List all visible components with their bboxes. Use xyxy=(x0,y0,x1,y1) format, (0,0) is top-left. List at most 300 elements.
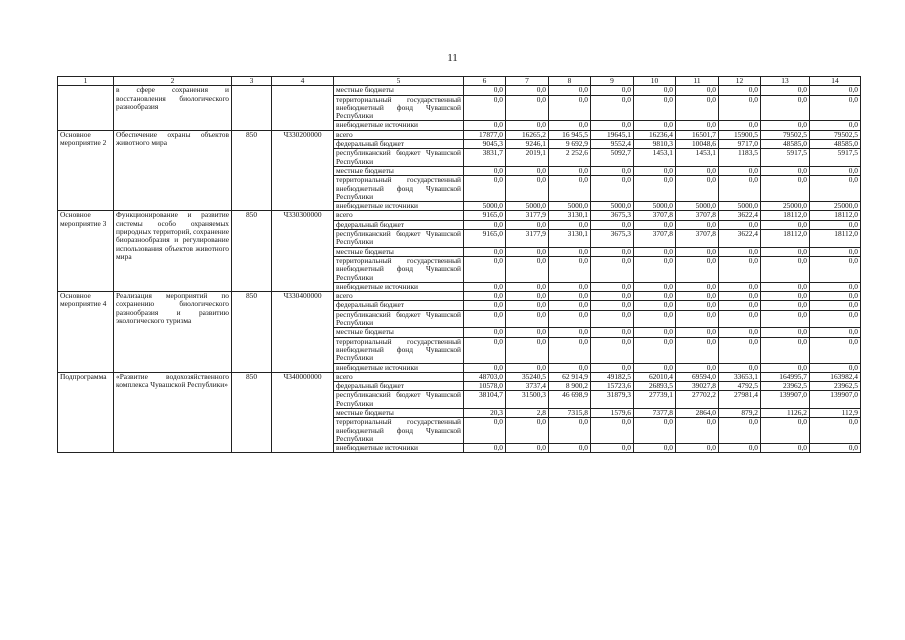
amount-cell: 0,0 xyxy=(634,166,676,175)
amount-cell: 3675,3 xyxy=(591,230,634,248)
amount-cell: 0,0 xyxy=(719,256,761,282)
amount-cell: 0,0 xyxy=(464,310,506,328)
amount-cell: 48585,0 xyxy=(810,140,861,149)
admin-code-cell: 850 xyxy=(232,130,272,211)
amount-cell: 27702,2 xyxy=(676,391,719,409)
amount-cell: 2864,0 xyxy=(676,408,719,417)
amount-cell: 0,0 xyxy=(464,256,506,282)
funding-source-cell: территориальный государственный внебюджетный фонд Чувашской Республики xyxy=(334,176,464,202)
amount-cell: 0,0 xyxy=(506,363,549,372)
amount-cell: 0,0 xyxy=(634,328,676,337)
funding-source-cell: внебюджетные источники xyxy=(334,202,464,211)
amount-cell: 3707,8 xyxy=(634,230,676,248)
amount-cell: 0,0 xyxy=(810,220,861,229)
amount-cell: 0,0 xyxy=(719,328,761,337)
amount-cell: 18112,0 xyxy=(810,211,861,220)
amount-cell: 0,0 xyxy=(676,247,719,256)
amount-cell: 0,0 xyxy=(506,220,549,229)
table-body xyxy=(58,86,861,453)
amount-cell: 0,0 xyxy=(810,176,861,202)
amount-cell: 0,0 xyxy=(506,256,549,282)
amount-cell: 0,0 xyxy=(676,418,719,444)
budget-class-cell xyxy=(272,86,334,130)
amount-cell: 163982,4 xyxy=(810,372,861,381)
amount-cell: 0,0 xyxy=(634,301,676,310)
funding-source-cell: всего xyxy=(334,292,464,301)
amount-cell: 0,0 xyxy=(761,121,810,130)
amount-cell: 0,0 xyxy=(506,310,549,328)
amount-cell: 0,0 xyxy=(761,328,810,337)
amount-cell: 0,0 xyxy=(810,418,861,444)
amount-cell: 0,0 xyxy=(719,310,761,328)
amount-cell: 5000,0 xyxy=(719,202,761,211)
table-row xyxy=(58,372,861,381)
amount-cell: 5917,5 xyxy=(761,149,810,167)
amount-cell: 5000,0 xyxy=(676,202,719,211)
amount-cell: 0,0 xyxy=(761,166,810,175)
amount-cell: 0,0 xyxy=(506,282,549,291)
amount-cell: 0,0 xyxy=(506,247,549,256)
amount-cell: 0,0 xyxy=(761,292,810,301)
amount-cell: 0,0 xyxy=(591,363,634,372)
amount-cell: 15723,6 xyxy=(591,382,634,391)
amount-cell: 0,0 xyxy=(591,166,634,175)
amount-cell: 0,0 xyxy=(719,363,761,372)
amount-cell: 0,0 xyxy=(676,121,719,130)
amount-cell: 46 698,9 xyxy=(549,391,591,409)
amount-cell: 5092,7 xyxy=(591,149,634,167)
amount-cell: 0,0 xyxy=(676,176,719,202)
amount-cell: 0,0 xyxy=(549,444,591,453)
amount-cell: 31500,3 xyxy=(506,391,549,409)
amount-cell: 0,0 xyxy=(591,95,634,121)
amount-cell: 62010,4 xyxy=(634,372,676,381)
amount-cell: 9 692,9 xyxy=(549,140,591,149)
amount-cell: 0,0 xyxy=(634,282,676,291)
header-cell: 13 xyxy=(761,77,810,86)
amount-cell: 3622,4 xyxy=(719,230,761,248)
amount-cell: 0,0 xyxy=(591,337,634,363)
funding-source-cell: местные бюджеты xyxy=(334,166,464,175)
amount-cell: 69594,0 xyxy=(676,372,719,381)
amount-cell: 0,0 xyxy=(591,301,634,310)
amount-cell: 0,0 xyxy=(506,418,549,444)
amount-cell: 0,0 xyxy=(719,282,761,291)
amount-cell: 79502,5 xyxy=(810,130,861,139)
amount-cell: 0,0 xyxy=(676,86,719,95)
amount-cell: 0,0 xyxy=(810,337,861,363)
amount-cell: 0,0 xyxy=(719,95,761,121)
amount-cell: 0,0 xyxy=(634,363,676,372)
amount-cell: 1126,2 xyxy=(761,408,810,417)
amount-cell: 1453,1 xyxy=(676,149,719,167)
amount-cell: 0,0 xyxy=(810,121,861,130)
amount-cell: 9246,1 xyxy=(506,140,549,149)
amount-cell: 9717,0 xyxy=(719,140,761,149)
amount-cell: 0,0 xyxy=(761,220,810,229)
amount-cell: 2 252,6 xyxy=(549,149,591,167)
amount-cell: 0,0 xyxy=(549,95,591,121)
amount-cell: 0,0 xyxy=(634,310,676,328)
header-cell: 9 xyxy=(591,77,634,86)
funding-source-cell: местные бюджеты xyxy=(334,247,464,256)
amount-cell: 48703,0 xyxy=(464,372,506,381)
amount-cell: 0,0 xyxy=(810,310,861,328)
amount-cell: 0,0 xyxy=(761,444,810,453)
amount-cell: 0,0 xyxy=(549,282,591,291)
amount-cell: 16 945,5 xyxy=(549,130,591,139)
budget-class-cell: Ч340000000 xyxy=(272,372,334,453)
amount-cell: 0,0 xyxy=(549,337,591,363)
amount-cell: 8 900,2 xyxy=(549,382,591,391)
amount-cell: 3622,4 xyxy=(719,211,761,220)
amount-cell: 0,0 xyxy=(464,363,506,372)
amount-cell: 0,0 xyxy=(549,301,591,310)
amount-cell: 0,0 xyxy=(761,310,810,328)
amount-cell: 0,0 xyxy=(506,301,549,310)
admin-code-cell xyxy=(232,86,272,130)
amount-cell: 0,0 xyxy=(761,247,810,256)
amount-cell: 5000,0 xyxy=(464,202,506,211)
funding-source-cell: внебюджетные источники xyxy=(334,363,464,372)
amount-cell: 10048,6 xyxy=(676,140,719,149)
header-cell: 2 xyxy=(114,77,232,86)
funding-source-cell: местные бюджеты xyxy=(334,408,464,417)
program-type-cell xyxy=(58,86,114,130)
amount-cell: 5000,0 xyxy=(549,202,591,211)
amount-cell: 0,0 xyxy=(591,220,634,229)
amount-cell: 5000,0 xyxy=(506,202,549,211)
amount-cell: 0,0 xyxy=(464,301,506,310)
amount-cell: 0,0 xyxy=(676,292,719,301)
amount-cell: 0,0 xyxy=(549,310,591,328)
amount-cell: 0,0 xyxy=(676,282,719,291)
amount-cell: 5000,0 xyxy=(591,202,634,211)
amount-cell: 0,0 xyxy=(719,418,761,444)
header-cell: 10 xyxy=(634,77,676,86)
amount-cell: 25000,0 xyxy=(761,202,810,211)
amount-cell: 0,0 xyxy=(549,176,591,202)
amount-cell: 0,0 xyxy=(506,86,549,95)
amount-cell: 20,3 xyxy=(464,408,506,417)
amount-cell: 5917,5 xyxy=(810,149,861,167)
amount-cell: 48585,0 xyxy=(761,140,810,149)
amount-cell: 0,0 xyxy=(506,95,549,121)
funding-source-cell: территориальный государственный внебюджетный фонд Чувашской Республики xyxy=(334,337,464,363)
amount-cell: 0,0 xyxy=(634,95,676,121)
amount-cell: 0,0 xyxy=(761,176,810,202)
funding-source-cell: федеральный бюджет xyxy=(334,382,464,391)
amount-cell: 0,0 xyxy=(761,95,810,121)
program-type-cell: Основное мероприятие 3 xyxy=(58,211,114,292)
amount-cell: 0,0 xyxy=(506,328,549,337)
funding-source-cell: федеральный бюджет xyxy=(334,301,464,310)
amount-cell: 9165,0 xyxy=(464,211,506,220)
admin-code-cell: 850 xyxy=(232,211,272,292)
funding-source-cell: внебюджетные источники xyxy=(334,444,464,453)
amount-cell: 25000,0 xyxy=(810,202,861,211)
amount-cell: 0,0 xyxy=(676,328,719,337)
funding-source-cell: местные бюджеты xyxy=(334,328,464,337)
budget-table xyxy=(57,76,861,453)
header-cell: 14 xyxy=(810,77,861,86)
amount-cell: 16236,4 xyxy=(634,130,676,139)
amount-cell: 0,0 xyxy=(591,292,634,301)
amount-cell: 3675,3 xyxy=(591,211,634,220)
amount-cell: 0,0 xyxy=(591,328,634,337)
funding-source-cell: территориальный государственный внебюджетный фонд Чувашской Республики xyxy=(334,95,464,121)
amount-cell: 0,0 xyxy=(719,301,761,310)
amount-cell: 0,0 xyxy=(591,310,634,328)
amount-cell: 0,0 xyxy=(719,292,761,301)
amount-cell: 0,0 xyxy=(634,418,676,444)
header-cell: 4 xyxy=(272,77,334,86)
amount-cell: 879,2 xyxy=(719,408,761,417)
amount-cell: 0,0 xyxy=(719,247,761,256)
amount-cell: 18112,0 xyxy=(761,230,810,248)
amount-cell: 0,0 xyxy=(464,292,506,301)
program-name-cell: Реализация мероприятий по сохранению биологического разнообразия и развитию экологического туризма xyxy=(114,292,232,373)
table-row xyxy=(58,86,861,95)
amount-cell: 35240,5 xyxy=(506,372,549,381)
funding-source-cell: всего xyxy=(334,211,464,220)
amount-cell: 0,0 xyxy=(634,121,676,130)
funding-source-cell: федеральный бюджет xyxy=(334,140,464,149)
amount-cell: 0,0 xyxy=(676,444,719,453)
amount-cell: 0,0 xyxy=(634,176,676,202)
funding-source-cell: внебюджетные источники xyxy=(334,282,464,291)
amount-cell: 0,0 xyxy=(810,166,861,175)
amount-cell: 0,0 xyxy=(549,86,591,95)
amount-cell: 0,0 xyxy=(634,444,676,453)
amount-cell: 0,0 xyxy=(506,444,549,453)
program-type-cell: Основное мероприятие 4 xyxy=(58,292,114,373)
amount-cell: 0,0 xyxy=(676,95,719,121)
funding-source-cell: республиканский бюджет Чувашской Республики xyxy=(334,391,464,409)
amount-cell: 0,0 xyxy=(591,418,634,444)
amount-cell: 3177,9 xyxy=(506,230,549,248)
amount-cell: 4792,5 xyxy=(719,382,761,391)
amount-cell: 0,0 xyxy=(506,176,549,202)
amount-cell: 0,0 xyxy=(464,166,506,175)
amount-cell: 0,0 xyxy=(676,166,719,175)
amount-cell: 3130,1 xyxy=(549,211,591,220)
amount-cell: 79502,5 xyxy=(761,130,810,139)
amount-cell: 62 914,9 xyxy=(549,372,591,381)
amount-cell: 1183,5 xyxy=(719,149,761,167)
amount-cell: 0,0 xyxy=(634,86,676,95)
amount-cell: 0,0 xyxy=(634,256,676,282)
funding-source-cell: территориальный государственный внебюджетный фонд Чувашской Республики xyxy=(334,418,464,444)
amount-cell: 0,0 xyxy=(676,220,719,229)
amount-cell: 0,0 xyxy=(676,310,719,328)
funding-source-cell: территориальный государственный внебюджетный фонд Чувашской Республики xyxy=(334,256,464,282)
program-name-cell: в сфере сохранения и восстановления биологического разнообразия xyxy=(114,86,232,130)
amount-cell: 0,0 xyxy=(549,292,591,301)
amount-cell: 0,0 xyxy=(761,363,810,372)
amount-cell: 0,0 xyxy=(464,247,506,256)
amount-cell: 3737,4 xyxy=(506,382,549,391)
amount-cell: 2019,1 xyxy=(506,149,549,167)
amount-cell: 0,0 xyxy=(676,256,719,282)
amount-cell: 18112,0 xyxy=(810,230,861,248)
funding-source-cell: всего xyxy=(334,130,464,139)
funding-source-cell: местные бюджеты xyxy=(334,86,464,95)
amount-cell: 0,0 xyxy=(549,328,591,337)
amount-cell: 0,0 xyxy=(676,363,719,372)
program-name-cell: «Развитие водохозяйственного комплекса Чувашской Республики» xyxy=(114,372,232,453)
amount-cell: 3707,8 xyxy=(676,230,719,248)
amount-cell: 0,0 xyxy=(464,337,506,363)
amount-cell: 31879,3 xyxy=(591,391,634,409)
amount-cell: 3707,8 xyxy=(676,211,719,220)
amount-cell: 9810,3 xyxy=(634,140,676,149)
amount-cell: 5000,0 xyxy=(634,202,676,211)
funding-source-cell: внебюджетные источники xyxy=(334,121,464,130)
amount-cell: 9165,0 xyxy=(464,230,506,248)
amount-cell: 112,9 xyxy=(810,408,861,417)
funding-source-cell: республиканский бюджет Чувашской Республики xyxy=(334,310,464,328)
program-type-cell: Подпрограмма xyxy=(58,372,114,453)
amount-cell: 9552,4 xyxy=(591,140,634,149)
amount-cell: 0,0 xyxy=(810,86,861,95)
amount-cell: 1453,1 xyxy=(634,149,676,167)
amount-cell: 10578,0 xyxy=(464,382,506,391)
amount-cell: 0,0 xyxy=(761,282,810,291)
amount-cell: 0,0 xyxy=(810,328,861,337)
amount-cell: 0,0 xyxy=(464,418,506,444)
header-cell: 7 xyxy=(506,77,549,86)
table-row xyxy=(58,211,861,220)
amount-cell: 0,0 xyxy=(719,220,761,229)
amount-cell: 0,0 xyxy=(464,282,506,291)
admin-code-cell: 850 xyxy=(232,292,272,373)
amount-cell: 9045,3 xyxy=(464,140,506,149)
amount-cell: 0,0 xyxy=(719,166,761,175)
program-name-cell: Функционирование и развитие системы особо охраняемых природных территорий, сохранение биоразнообразия и регулирование использования объектов животного мира xyxy=(114,211,232,292)
amount-cell: 139907,0 xyxy=(761,391,810,409)
amount-cell: 0,0 xyxy=(506,337,549,363)
amount-cell: 0,0 xyxy=(591,256,634,282)
amount-cell: 0,0 xyxy=(464,220,506,229)
amount-cell: 7315,8 xyxy=(549,408,591,417)
amount-cell: 2,8 xyxy=(506,408,549,417)
amount-cell: 33653,1 xyxy=(719,372,761,381)
amount-cell: 0,0 xyxy=(810,363,861,372)
amount-cell: 7377,8 xyxy=(634,408,676,417)
amount-cell: 0,0 xyxy=(591,176,634,202)
amount-cell: 16265,2 xyxy=(506,130,549,139)
header-cell: 8 xyxy=(549,77,591,86)
amount-cell: 0,0 xyxy=(464,444,506,453)
amount-cell: 3130,1 xyxy=(549,230,591,248)
amount-cell: 3177,9 xyxy=(506,211,549,220)
amount-cell: 0,0 xyxy=(506,166,549,175)
amount-cell: 0,0 xyxy=(761,86,810,95)
amount-cell: 0,0 xyxy=(549,418,591,444)
amount-cell: 0,0 xyxy=(506,292,549,301)
amount-cell: 0,0 xyxy=(464,121,506,130)
amount-cell: 1579,6 xyxy=(591,408,634,417)
amount-cell: 0,0 xyxy=(810,282,861,291)
amount-cell: 23962,5 xyxy=(810,382,861,391)
amount-cell: 0,0 xyxy=(591,282,634,291)
funding-source-cell: республиканский бюджет Чувашской Республики xyxy=(334,149,464,167)
budget-class-cell: Ч330300000 xyxy=(272,211,334,292)
amount-cell: 27739,1 xyxy=(634,391,676,409)
amount-cell: 0,0 xyxy=(591,247,634,256)
amount-cell: 0,0 xyxy=(549,256,591,282)
amount-cell: 3707,8 xyxy=(634,211,676,220)
header-cell: 1 xyxy=(58,77,114,86)
amount-cell: 0,0 xyxy=(676,337,719,363)
funding-source-cell: республиканский бюджет Чувашской Республики xyxy=(334,230,464,248)
amount-cell: 0,0 xyxy=(464,95,506,121)
budget-class-cell: Ч330200000 xyxy=(272,130,334,211)
amount-cell: 0,0 xyxy=(761,418,810,444)
amount-cell: 0,0 xyxy=(761,256,810,282)
amount-cell: 0,0 xyxy=(464,176,506,202)
amount-cell: 0,0 xyxy=(634,292,676,301)
amount-cell: 0,0 xyxy=(549,220,591,229)
program-type-cell: Основное мероприятие 2 xyxy=(58,130,114,211)
amount-cell: 0,0 xyxy=(634,247,676,256)
amount-cell: 49182,5 xyxy=(591,372,634,381)
amount-cell: 18112,0 xyxy=(761,211,810,220)
amount-cell: 139907,0 xyxy=(810,391,861,409)
amount-cell: 0,0 xyxy=(719,337,761,363)
amount-cell: 39027,8 xyxy=(676,382,719,391)
amount-cell: 164995,7 xyxy=(761,372,810,381)
amount-cell: 0,0 xyxy=(591,86,634,95)
amount-cell: 0,0 xyxy=(591,444,634,453)
amount-cell: 0,0 xyxy=(591,121,634,130)
amount-cell: 0,0 xyxy=(810,444,861,453)
amount-cell: 0,0 xyxy=(464,86,506,95)
amount-cell: 0,0 xyxy=(810,95,861,121)
amount-cell: 0,0 xyxy=(464,328,506,337)
amount-cell: 17877,0 xyxy=(464,130,506,139)
amount-cell: 0,0 xyxy=(549,121,591,130)
amount-cell: 0,0 xyxy=(719,176,761,202)
amount-cell: 0,0 xyxy=(761,301,810,310)
amount-cell: 0,0 xyxy=(676,301,719,310)
header-cell: 5 xyxy=(334,77,464,86)
amount-cell: 0,0 xyxy=(719,121,761,130)
amount-cell: 15900,5 xyxy=(719,130,761,139)
table-row xyxy=(58,292,861,301)
amount-cell: 0,0 xyxy=(719,86,761,95)
table-row xyxy=(58,130,861,139)
amount-cell: 0,0 xyxy=(719,444,761,453)
amount-cell: 0,0 xyxy=(810,256,861,282)
program-name-cell: Обеспечение охраны объектов животного мира xyxy=(114,130,232,211)
header-cell: 11 xyxy=(676,77,719,86)
amount-cell: 0,0 xyxy=(549,247,591,256)
amount-cell: 23962,5 xyxy=(761,382,810,391)
header-row xyxy=(58,77,861,86)
header-cell: 6 xyxy=(464,77,506,86)
funding-source-cell: всего xyxy=(334,372,464,381)
amount-cell: 16501,7 xyxy=(676,130,719,139)
amount-cell: 0,0 xyxy=(810,292,861,301)
amount-cell: 26893,5 xyxy=(634,382,676,391)
header-cell: 3 xyxy=(232,77,272,86)
amount-cell: 0,0 xyxy=(761,337,810,363)
amount-cell: 0,0 xyxy=(634,220,676,229)
amount-cell: 3831,7 xyxy=(464,149,506,167)
amount-cell: 27981,4 xyxy=(719,391,761,409)
